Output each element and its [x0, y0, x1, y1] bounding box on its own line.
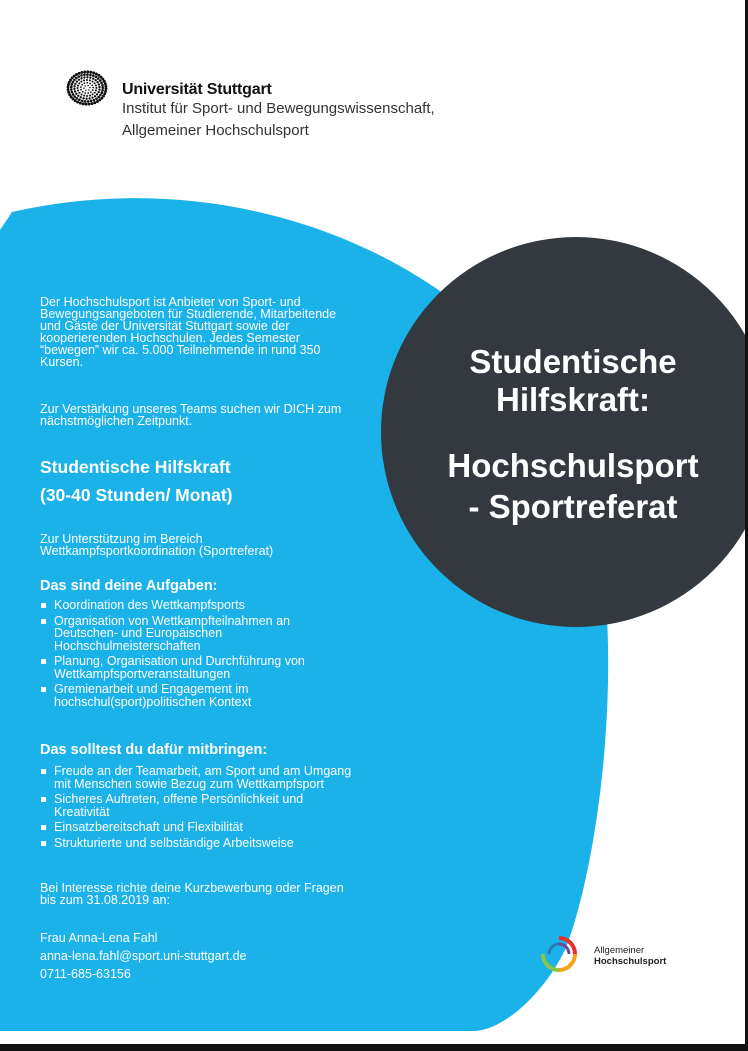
bullet-icon	[41, 825, 46, 830]
hochschulsport-logo-line-1: Allgemeiner	[594, 945, 645, 956]
tasks-list	[40, 599, 305, 711]
page-border-bottom	[0, 1044, 748, 1051]
apply-line-2: bis zum 31.08.2019 an:	[40, 893, 170, 907]
requirements-list	[40, 765, 351, 852]
position-hours: (30-40 Stunden/ Monat)	[40, 485, 233, 505]
requirement-item: Einsatzbereitschaft und Flexibilität	[40, 821, 351, 834]
university-name: Universität Stuttgart	[122, 81, 272, 98]
circle-title-line-2: Hilfskraft:	[495, 381, 651, 418]
requirement-item: Strukturierte und selbständige Arbeitsweise	[40, 837, 351, 850]
team-line: Zur Verstärkung unseres Teams suchen wir DICH zum	[40, 402, 342, 416]
bullet-icon	[41, 619, 46, 624]
hochschulsport-logo-icon	[540, 935, 578, 973]
circle-title-line-3: Hochschulsport	[447, 447, 699, 484]
task-item: Gremienarbeit und Engagement im hochschul(sport)politischen Kontext	[40, 683, 305, 708]
intro-line: Kursen.	[40, 355, 84, 369]
team-line: nächstmöglichen Zeitpunkt.	[40, 414, 193, 428]
requirement-item: Freude an der Teamarbeit, am Sport und am Umgang mit Menschen sowie Bezug zum Wettkampfsport	[40, 765, 351, 790]
bullet-icon	[41, 797, 46, 802]
bullet-icon	[41, 769, 46, 774]
university-logo-icon	[58, 64, 116, 112]
contact-name: Frau Anna-Lena Fahl	[40, 931, 158, 945]
intro-line: kooperierenden Hochschulen. Jedes Semester	[40, 331, 300, 345]
institute-line-1: Institut für Sport- und Bewegungswissenschaft,	[122, 100, 435, 117]
tasks-heading: Das sind deine Aufgaben:	[40, 578, 218, 594]
intro-line: und Gäste der Universität Stuttgart sowie der	[40, 319, 290, 333]
title-circle	[381, 237, 748, 627]
support-line: Zur Unterstützung im Bereich	[40, 532, 203, 546]
intro-line: Der Hochschulsport ist Anbieter von Sport- und	[40, 295, 301, 309]
bullet-icon	[41, 603, 46, 608]
requirements-heading: Das solltest du dafür mitbringen:	[40, 742, 268, 758]
bullet-icon	[41, 841, 46, 846]
contact-email[interactable]: anna-lena.fahl@sport.uni-stuttgart.de	[40, 949, 247, 963]
hochschulsport-logo-line-2: Hochschulsport	[594, 956, 667, 967]
requirement-item: Sicheres Auftreten, offene Persönlichkeit und Kreativität	[40, 793, 351, 818]
institute-line-2: Allgemeiner Hochschulsport	[122, 122, 309, 139]
task-item: Organisation von Wettkampfteilnahmen an Deutschen- und Europäischen Hochschulmeisterschaften	[40, 615, 305, 653]
intro-line: Bewegungsangeboten für Studierende, Mitarbeitende	[40, 307, 337, 321]
bullet-icon	[41, 659, 46, 664]
apply-line-1: Bei Interesse richte deine Kurzbewerbung oder Fragen	[40, 881, 344, 895]
position-title: Studentische Hilfskraft	[40, 457, 231, 477]
contact-phone: 0711-685-63156	[40, 967, 131, 981]
task-item: Koordination des Wettkampfsports	[40, 599, 305, 612]
circle-title-line-1: Studentische	[469, 343, 677, 380]
bullet-icon	[41, 687, 46, 692]
task-item: Planung, Organisation und Durchführung von Wettkampfsportveranstaltungen	[40, 655, 305, 680]
circle-title-line-4: - Sportreferat	[468, 488, 678, 525]
intro-line: “bewegen” wir ca. 5.000 Teilnehmende in rund 350	[40, 343, 321, 357]
support-line: Wettkampfsportkoordination (Sportreferat)	[40, 544, 274, 558]
